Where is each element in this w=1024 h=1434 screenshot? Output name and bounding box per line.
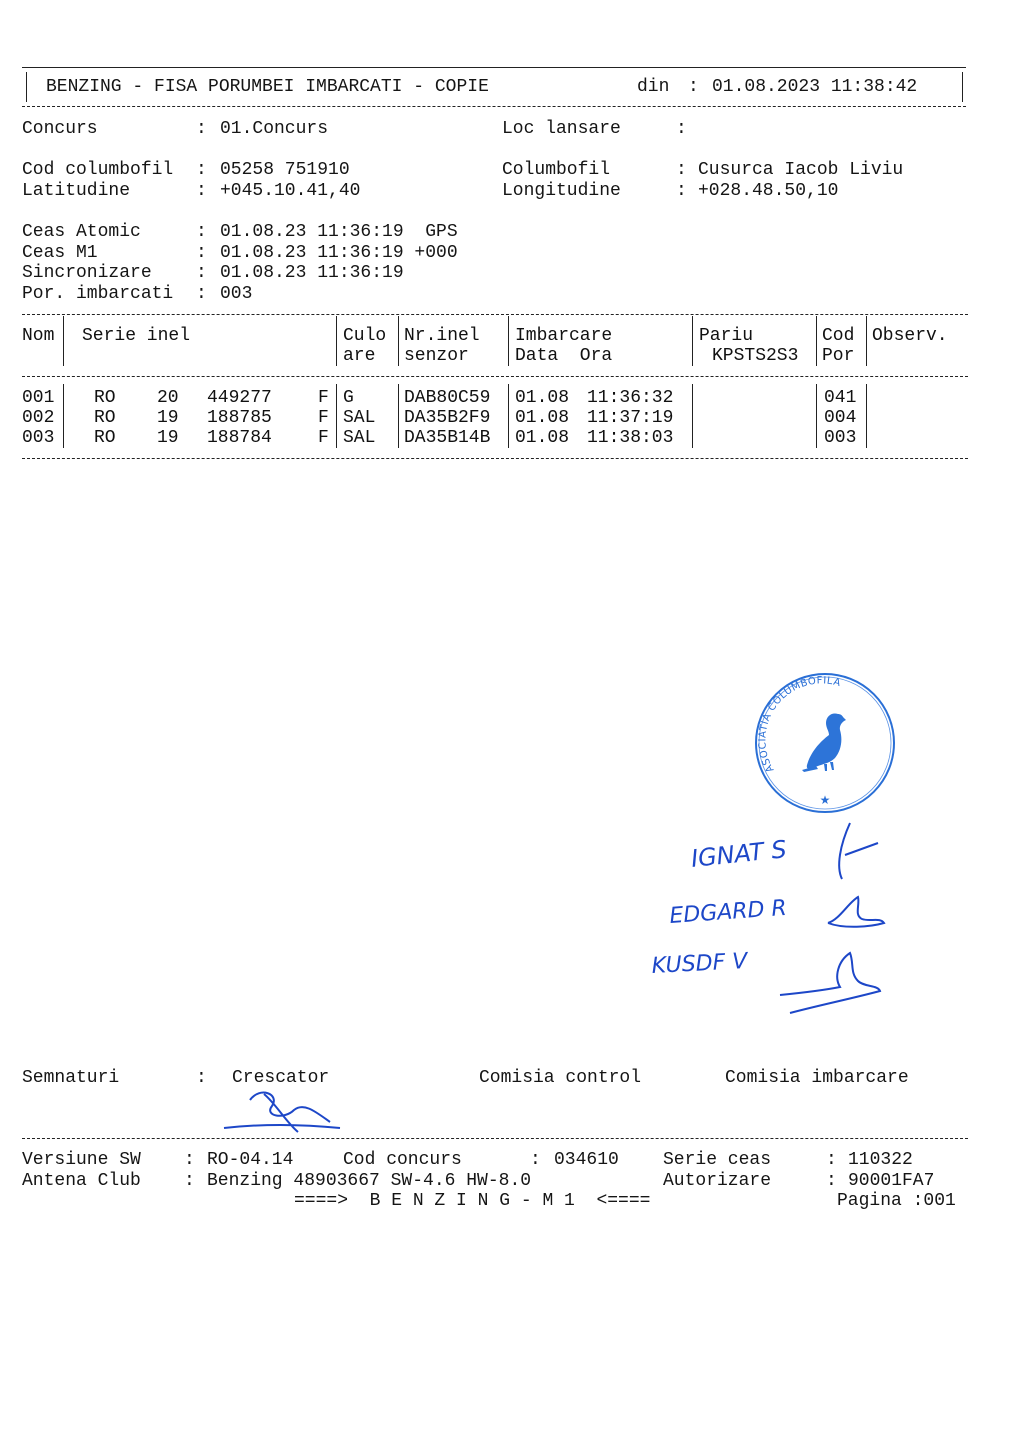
cod-columbofil-label: Cod columbofil: [22, 160, 174, 180]
col-sep-6: [816, 316, 817, 366]
row-nom: 001: [22, 388, 55, 408]
cod-concurs-colon: :: [530, 1150, 541, 1170]
crescator-label: Crescator: [232, 1068, 330, 1088]
footer-rule: [22, 1138, 968, 1139]
col-header-cod-1: Cod: [822, 326, 855, 346]
ceas-atomic-label: Ceas Atomic: [22, 222, 141, 242]
pigeon-icon: [802, 713, 846, 772]
col-sep-4: [508, 316, 509, 366]
sincronizare-value: 01.08.23 11:36:19: [220, 263, 404, 283]
latitudine-colon: :: [196, 181, 207, 201]
row-data: 01.08: [515, 388, 570, 408]
row-senzor: DA35B2F9: [404, 408, 491, 428]
row-tara: RO: [94, 408, 116, 428]
latitudine-value: +045.10.41,40: [220, 181, 361, 201]
svg-text:★: ★: [819, 793, 831, 807]
sincronizare-label: Sincronizare: [22, 263, 152, 283]
header-date-colon: :: [688, 77, 699, 97]
col-header-pariu-2: KPSTS2S3: [712, 346, 799, 366]
handwritten-name-3: KUSDF V: [651, 949, 748, 979]
benzing-banner: ====> B E N Z I N G - M 1 <====: [294, 1191, 651, 1211]
col-sep-1: [63, 316, 64, 366]
autorizare-value: 90001FA7: [848, 1171, 935, 1191]
semnaturi-colon: :: [196, 1068, 207, 1088]
comisia-control-label: Comisia control: [479, 1068, 642, 1088]
sincronizare-colon: :: [196, 263, 207, 283]
stamp-text: ASOCIATIA COLUMBOFILA: [757, 675, 842, 774]
col-header-culoare-2: are: [343, 346, 376, 366]
page-number: Pagina :001: [837, 1191, 956, 1211]
col-sep-4b: [508, 384, 509, 448]
ceas-atomic-value: 01.08.23 11:36:19 GPS: [220, 222, 458, 242]
header-title: BENZING - FISA PORUMBEI IMBARCATI - COPIE: [46, 77, 489, 97]
row-senzor: DAB80C59: [404, 388, 491, 408]
row-data: 01.08: [515, 428, 570, 448]
header-bottom-rule: [22, 106, 966, 107]
col-header-pariu-1: Pariu: [699, 326, 754, 346]
row-ora: 11:38:03: [587, 428, 674, 448]
cod-concurs-value: 034610: [554, 1150, 619, 1170]
por-imbarcati-value: 003: [220, 284, 253, 304]
col-header-nrinel-2: senzor: [404, 346, 469, 366]
row-culoare: SAL: [343, 408, 376, 428]
col-header-imbarcare-2: Data Ora: [515, 346, 613, 366]
col-sep-1b: [63, 384, 64, 448]
row-sex: F: [318, 408, 329, 428]
crescator-signature: [220, 1080, 350, 1140]
col-sep-2: [336, 316, 337, 366]
antena-colon: :: [184, 1171, 195, 1191]
row-sex: F: [318, 388, 329, 408]
concurs-value: 01.Concurs: [220, 119, 329, 139]
row-sex: F: [318, 428, 329, 448]
versiune-value: RO-04.14: [207, 1150, 294, 1170]
row-ora: 11:36:32: [587, 388, 674, 408]
table-top-rule: [22, 314, 968, 315]
latitudine-label: Latitudine: [22, 181, 131, 201]
header-date-label: din: [637, 77, 670, 97]
ceas-atomic-colon: :: [196, 222, 207, 242]
columbofil-label: Columbofil: [502, 160, 611, 180]
cod-columbofil-colon: :: [196, 160, 207, 180]
col-header-observ: Observ.: [872, 326, 948, 346]
col-sep-7b: [866, 384, 867, 448]
comisia-imbarcare-label: Comisia imbarcare: [725, 1068, 909, 1088]
col-sep-5b: [692, 384, 693, 448]
por-imbarcati-label: Por. imbarcati: [22, 284, 174, 304]
row-nom: 003: [22, 428, 55, 448]
col-header-nom: Nom: [22, 326, 55, 346]
table-header-rule: [22, 376, 968, 377]
col-header-serie: Serie inel: [82, 326, 191, 346]
serie-ceas-value: 110322: [848, 1150, 913, 1170]
cod-concurs-label: Cod concurs: [343, 1150, 462, 1170]
row-tara: RO: [94, 428, 116, 448]
columbofil-colon: :: [676, 160, 687, 180]
longitudine-colon: :: [676, 181, 687, 201]
table-bottom-rule: [22, 458, 968, 459]
row-cod: 041: [824, 388, 857, 408]
row-cod: 003: [824, 428, 857, 448]
col-sep-6b: [816, 384, 817, 448]
ceas-m1-label: Ceas M1: [22, 243, 98, 263]
row-nr: 449277: [207, 388, 272, 408]
header-right-border: [962, 72, 963, 102]
header-left-border: [26, 72, 27, 102]
row-nr: 188784: [207, 428, 272, 448]
row-senzor: DA35B14B: [404, 428, 491, 448]
concurs-label: Concurs: [22, 119, 98, 139]
concurs-colon: :: [196, 119, 207, 139]
versiune-label: Versiune SW: [22, 1150, 141, 1170]
ceas-m1-value: 01.08.23 11:36:19 +000: [220, 243, 458, 263]
ceas-m1-colon: :: [196, 243, 207, 263]
row-an: 19: [157, 408, 179, 428]
serie-ceas-colon: :: [826, 1150, 837, 1170]
row-nr: 188785: [207, 408, 272, 428]
longitudine-value: +028.48.50,10: [698, 181, 839, 201]
handwritten-names: [640, 815, 900, 1025]
row-an: 20: [157, 388, 179, 408]
semnaturi-label: Semnaturi: [22, 1068, 120, 1088]
row-cod: 004: [824, 408, 857, 428]
row-ora: 11:37:19: [587, 408, 674, 428]
columbofil-value: Cusurca Iacob Liviu: [698, 160, 904, 180]
autorizare-colon: :: [826, 1171, 837, 1191]
row-culoare: SAL: [343, 428, 376, 448]
col-sep-5: [692, 316, 693, 366]
versiune-colon: :: [184, 1150, 195, 1170]
header-date-value: 01.08.2023 11:38:42: [712, 77, 918, 97]
row-tara: RO: [94, 388, 116, 408]
loc-lansare-label: Loc lansare: [502, 119, 621, 139]
longitudine-label: Longitudine: [502, 181, 621, 201]
handwritten-name-1: IGNAT S: [689, 835, 788, 873]
row-data: 01.08: [515, 408, 570, 428]
header-top-rule: [22, 67, 966, 68]
row-culoare: G: [343, 388, 354, 408]
col-sep-2b: [336, 384, 337, 448]
col-header-cod-2: Por: [822, 346, 855, 366]
club-stamp-icon: [752, 670, 898, 816]
antena-label: Antena Club: [22, 1171, 141, 1191]
autorizare-label: Autorizare: [663, 1171, 772, 1191]
row-nom: 002: [22, 408, 55, 428]
handwritten-name-2: EDGARD R: [668, 895, 788, 929]
col-header-culoare-1: Culo: [343, 326, 387, 346]
antena-value: Benzing 48903667 SW-4.6 HW-8.0: [207, 1171, 532, 1191]
col-header-nrinel-1: Nr.inel: [404, 326, 480, 346]
col-sep-7: [866, 316, 867, 366]
row-an: 19: [157, 428, 179, 448]
cod-columbofil-value: 05258 751910: [220, 160, 350, 180]
col-sep-3b: [398, 384, 399, 448]
serie-ceas-label: Serie ceas: [663, 1150, 772, 1170]
col-sep-3: [398, 316, 399, 366]
por-imbarcati-colon: :: [196, 284, 207, 304]
col-header-imbarcare-1: Imbarcare: [515, 326, 613, 346]
loc-lansare-colon: :: [676, 119, 687, 139]
